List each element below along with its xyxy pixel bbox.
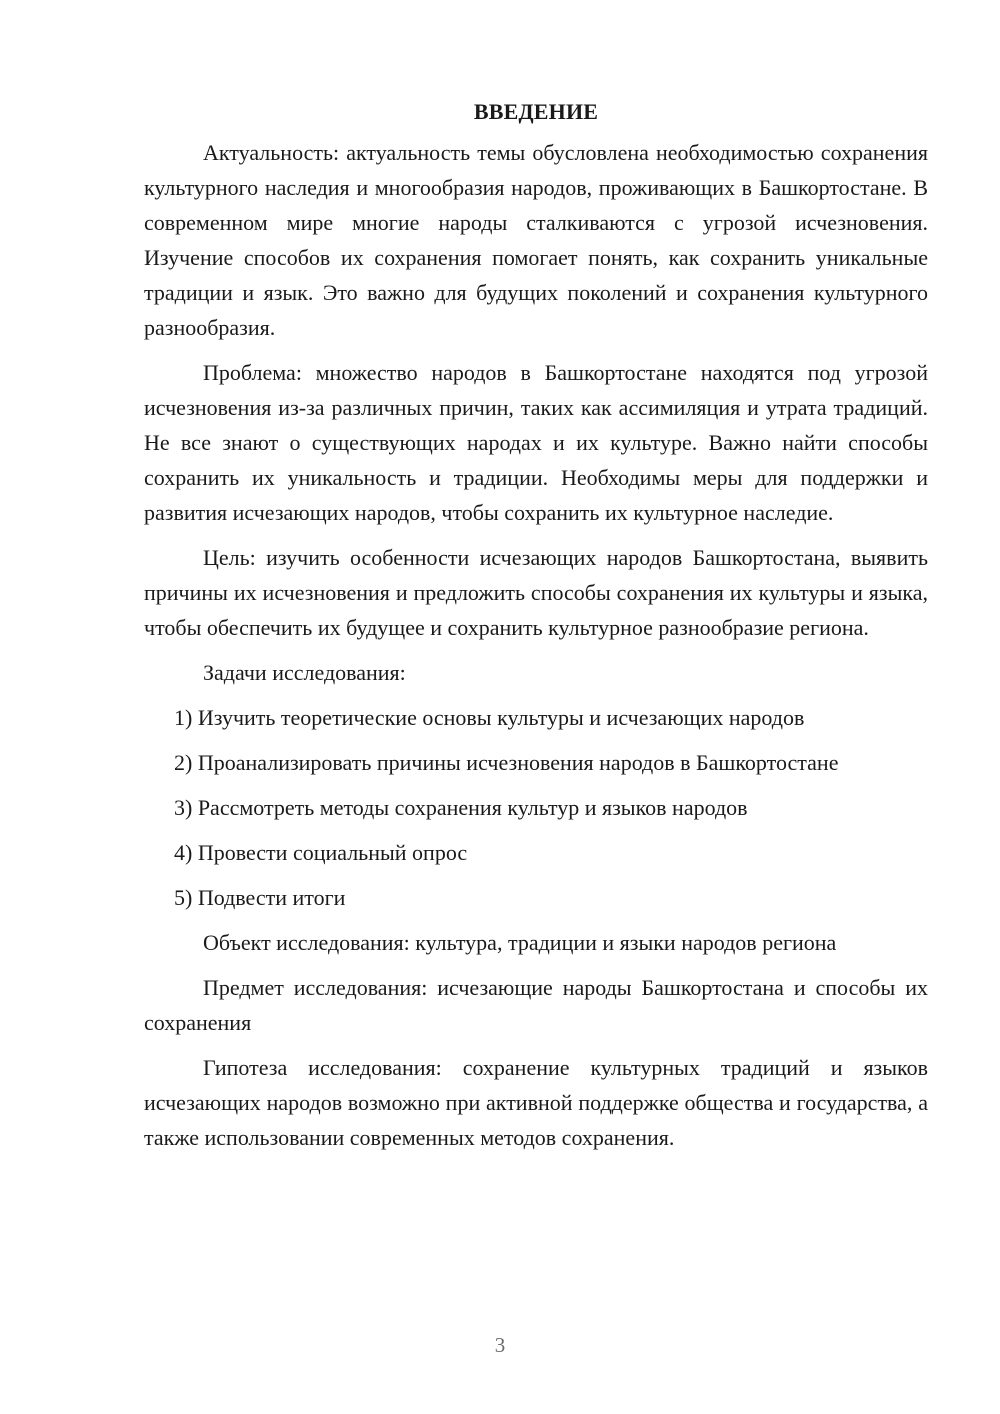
relevance-paragraph: Актуальность: актуальность темы обусловлена необходимостью сохранения культурного наследия и многообразия народов, проживающих в Башкортостане. В современном мире многие народы сталкиваются с угрозой исчезновения. Изучение способов их сохранения помогает понять, как сохранить уникальные традиции и язык. Это важно для будущих поколений и сохранения культурного разнообразия.: [144, 140, 928, 340]
goal-paragraph: Цель: изучить особенности исчезающих народов Башкортостана, выявить причины их исчезновения и предложить способы сохранения их культуры и языка, чтобы обеспечить их будущее и сохранить культурное разнообразие региона.: [144, 545, 928, 640]
object-paragraph: Объект исследования: культура, традиции и языки народов региона: [203, 930, 837, 955]
task-item-5: 5) Подвести итоги: [174, 885, 346, 910]
page-number: 3: [494, 1333, 506, 1357]
task-item-2: 2) Проанализировать причины исчезновения народов в Башкортостане: [174, 750, 839, 775]
task-item-3: 3) Рассмотреть методы сохранения культур и языков народов: [174, 795, 748, 820]
section-title: ВВЕДЕНИЕ: [473, 99, 599, 124]
tasks-heading: Задачи исследования:: [203, 660, 406, 685]
task-item-4: 4) Провести социальный опрос: [174, 840, 468, 865]
subject-paragraph: Предмет исследования: исчезающие народы Башкортостана и способы их сохранения: [144, 975, 928, 1035]
hypothesis-paragraph: Гипотеза исследования: сохранение культурных традиций и языков исчезающих народов возможно при активной поддержке общества и государства, а также использовании современных методов сохранения.: [144, 1055, 928, 1150]
page-content: [144, 95, 928, 1165]
task-item-1: 1) Изучить теоретические основы культуры и исчезающих народов: [174, 705, 805, 730]
problem-paragraph: Проблема: множество народов в Башкортостане находятся под угрозой исчезновения из-за различных причин, таких как ассимиляция и утрата традиций. Не все знают о существующих народах и их культуре. Важно найти способы сохранить их уникальность и традиции. Необходимы меры для поддержки и развития исчезающих народов, чтобы сохранить их культурное наследие.: [144, 360, 928, 525]
